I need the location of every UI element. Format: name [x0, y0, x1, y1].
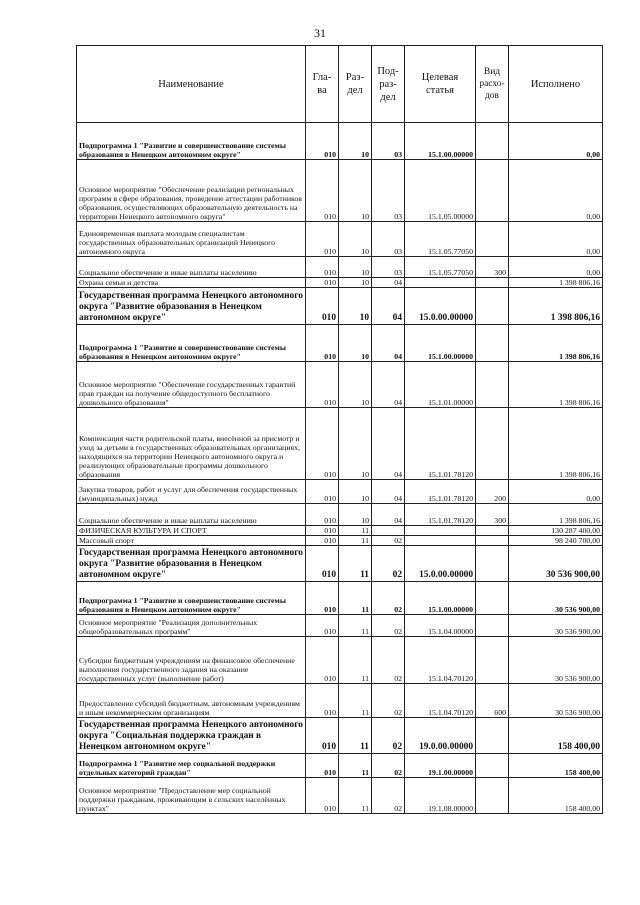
cell-amount: 158 400,00	[509, 754, 603, 778]
cell-statya: 15.1.04.70120	[405, 684, 476, 718]
table-row	[77, 362, 603, 408]
table-row	[77, 123, 603, 160]
table-row	[77, 536, 603, 546]
cell-vid	[476, 325, 509, 362]
cell-statya: 15.1.01.78120	[405, 504, 476, 526]
cell-glava: 010	[306, 536, 339, 546]
header-name: Наименование	[77, 46, 306, 123]
cell-statya: 19.1.08.00000	[405, 778, 476, 814]
table-row	[77, 684, 603, 718]
table-row	[77, 408, 603, 480]
cell-name: Компенсация части родительской платы, внесённой за присмотр и уход за детьми в государственных образовательных организациях, находящихся на территории Ненецкого автономного округа и реализующих образовательные программы дошкольного образования	[77, 408, 306, 480]
cell-amount: 0,00	[509, 160, 603, 222]
cell-podrazdel: 03	[372, 257, 405, 278]
cell-statya: 15.1.00.00000	[405, 325, 476, 362]
cell-glava: 010	[306, 778, 339, 814]
header-podrazdel: Под- раз- дел	[372, 46, 405, 123]
cell-podrazdel: 02	[372, 615, 405, 637]
cell-razdel: 10	[339, 504, 372, 526]
cell-amount: 0,00	[509, 480, 603, 504]
cell-razdel: 11	[339, 718, 372, 754]
table-row	[77, 222, 603, 257]
cell-glava: 010	[306, 222, 339, 257]
cell-amount: 1 398 806,16	[509, 504, 603, 526]
cell-razdel: 11	[339, 637, 372, 684]
cell-glava: 010	[306, 123, 339, 160]
table-row	[77, 504, 603, 526]
table-row	[77, 615, 603, 637]
cell-razdel: 10	[339, 288, 372, 325]
cell-glava: 010	[306, 615, 339, 637]
cell-name: Субсидии бюджетным учреждениям на финансовое обеспечение выполнения государственного задания на оказание государственных услуг (выполнение работ)	[77, 637, 306, 684]
cell-amount: 1 398 806,16	[509, 278, 603, 288]
cell-amount: 1 398 806,16	[509, 362, 603, 408]
cell-podrazdel: 04	[372, 288, 405, 325]
table-row	[77, 160, 603, 222]
cell-vid: 600	[476, 684, 509, 718]
table-row	[77, 257, 603, 278]
cell-vid	[476, 408, 509, 480]
cell-statya: 15.1.05.00000	[405, 160, 476, 222]
cell-vid	[476, 637, 509, 684]
cell-statya: 15.0.00.00000	[405, 546, 476, 582]
cell-statya: 15.1.00.00000	[405, 123, 476, 160]
cell-name: Подпрограмма 1 "Развитие и совершенствование системы образования в Ненецком автономном округе"	[77, 582, 306, 615]
cell-vid	[476, 362, 509, 408]
cell-amount: 1 398 806,16	[509, 325, 603, 362]
table-row	[77, 288, 603, 325]
table-row	[77, 637, 603, 684]
cell-glava: 010	[306, 526, 339, 536]
cell-podrazdel: 04	[372, 504, 405, 526]
cell-podrazdel: 03	[372, 222, 405, 257]
cell-amount: 158 400,00	[509, 778, 603, 814]
cell-amount: 98 240 700,00	[509, 536, 603, 546]
cell-glava: 010	[306, 504, 339, 526]
cell-amount: 30 536 900,00	[509, 546, 603, 582]
cell-vid: 300	[476, 504, 509, 526]
cell-statya: 15.0.00.00000	[405, 288, 476, 325]
header-statya: Целевая статья	[405, 46, 476, 123]
expenditure-table	[76, 45, 603, 814]
table-row	[77, 718, 603, 754]
cell-statya: 15.1.00.00000	[405, 582, 476, 615]
cell-glava: 010	[306, 408, 339, 480]
cell-amount: 130 287 400,00	[509, 526, 603, 536]
cell-statya: 15.1.01.78120	[405, 408, 476, 480]
table-row	[77, 480, 603, 504]
cell-vid: 200	[476, 480, 509, 504]
cell-razdel: 11	[339, 615, 372, 637]
cell-podrazdel: 02	[372, 684, 405, 718]
cell-razdel: 10	[339, 123, 372, 160]
table-body	[77, 123, 603, 814]
cell-vid	[476, 582, 509, 615]
cell-razdel: 10	[339, 408, 372, 480]
cell-glava: 010	[306, 362, 339, 408]
cell-vid: 300	[476, 257, 509, 278]
table-row	[77, 754, 603, 778]
cell-name: Государственная программа Ненецкого автономного округа "Развитие образования в Ненецком автономном округе"	[77, 288, 306, 325]
table-row	[77, 278, 603, 288]
page-number: 31	[314, 26, 326, 40]
cell-name: Основное мероприятие "Предоставление мер социальной поддержки гражданам, проживающим в сельских населённых пунктах"	[77, 778, 306, 814]
cell-amount: 0,00	[509, 222, 603, 257]
cell-glava: 010	[306, 325, 339, 362]
cell-glava: 010	[306, 718, 339, 754]
table-row	[77, 526, 603, 536]
cell-vid	[476, 526, 509, 536]
cell-vid	[476, 278, 509, 288]
cell-amount: 158 400,00	[509, 718, 603, 754]
cell-podrazdel: 02	[372, 778, 405, 814]
cell-statya: 15.1.05.77050	[405, 222, 476, 257]
cell-podrazdel: 02	[372, 718, 405, 754]
cell-name: Подпрограмма 1 "Развитие и совершенствование системы образования в Ненецком автономном округе"	[77, 123, 306, 160]
cell-name: Массовый спорт	[77, 536, 306, 546]
cell-statya	[405, 536, 476, 546]
cell-name: Подпрограмма 1 "Развитие и совершенствование системы образования в Ненецком автономном округе"	[77, 325, 306, 362]
table-header-row	[77, 46, 603, 123]
cell-podrazdel: 03	[372, 123, 405, 160]
cell-razdel: 11	[339, 526, 372, 536]
cell-razdel: 10	[339, 480, 372, 504]
cell-amount: 30 536 900,00	[509, 615, 603, 637]
cell-podrazdel	[372, 526, 405, 536]
cell-razdel: 11	[339, 582, 372, 615]
cell-amount: 30 536 900,00	[509, 582, 603, 615]
cell-glava: 010	[306, 637, 339, 684]
cell-podrazdel: 03	[372, 160, 405, 222]
cell-razdel: 10	[339, 362, 372, 408]
cell-vid	[476, 160, 509, 222]
cell-statya: 15.1.04.70120	[405, 637, 476, 684]
cell-razdel: 11	[339, 536, 372, 546]
cell-glava: 010	[306, 278, 339, 288]
cell-razdel: 10	[339, 222, 372, 257]
cell-glava: 010	[306, 546, 339, 582]
cell-name: Основное мероприятие "Обеспечение реализации региональных программ в сфере образования, проведение аттестации работников образования, осуществляющих образовательную деятельность на территории Ненецкого автономного округа"	[77, 160, 306, 222]
cell-amount: 30 536 900,00	[509, 684, 603, 718]
cell-statya: 15.1.04.00000	[405, 615, 476, 637]
table-row	[77, 325, 603, 362]
cell-glava: 010	[306, 257, 339, 278]
cell-name: Закупка товаров, работ и услуг для обеспечения государственных (муниципальных) нужд	[77, 480, 306, 504]
cell-podrazdel: 04	[372, 362, 405, 408]
cell-razdel: 10	[339, 160, 372, 222]
cell-statya: 15.1.01.78120	[405, 480, 476, 504]
cell-razdel: 11	[339, 546, 372, 582]
table-row	[77, 546, 603, 582]
cell-amount: 0,00	[509, 257, 603, 278]
cell-amount: 1 398 806,16	[509, 408, 603, 480]
cell-statya	[405, 526, 476, 536]
cell-name: Предоставление субсидий бюджетным, автономным учреждениям и иным некоммерческим организациям	[77, 684, 306, 718]
cell-glava: 010	[306, 480, 339, 504]
cell-podrazdel: 02	[372, 637, 405, 684]
cell-name: Единовременная выплата молодым специалистам государственных образовательных организаций Ненецкого автономного округа	[77, 222, 306, 257]
cell-statya: 19.0.00.00000	[405, 718, 476, 754]
cell-razdel: 11	[339, 684, 372, 718]
cell-name: Социальное обеспечение и иные выплаты населению	[77, 257, 306, 278]
header-ispolneno: Исполнено	[509, 46, 603, 123]
cell-podrazdel: 02	[372, 582, 405, 615]
cell-name: Социальное обеспечение и иные выплаты населению	[77, 504, 306, 526]
cell-vid	[476, 778, 509, 814]
cell-glava: 010	[306, 160, 339, 222]
cell-statya: 15.1.01.00000	[405, 362, 476, 408]
cell-name: Основное мероприятие "Обеспечение государственных гарантий прав граждан на получение общедоступного бесплатного дошкольного образования"	[77, 362, 306, 408]
cell-vid	[476, 615, 509, 637]
cell-vid	[476, 718, 509, 754]
cell-glava: 010	[306, 288, 339, 325]
cell-name: Охрана семьи и детства	[77, 278, 306, 288]
cell-razdel: 10	[339, 257, 372, 278]
cell-razdel: 10	[339, 325, 372, 362]
cell-statya: 15.1.05.77050	[405, 257, 476, 278]
cell-vid	[476, 222, 509, 257]
cell-vid	[476, 536, 509, 546]
cell-amount: 0,00	[509, 123, 603, 160]
cell-vid	[476, 754, 509, 778]
cell-podrazdel: 02	[372, 754, 405, 778]
cell-amount: 30 536 900,00	[509, 637, 603, 684]
cell-vid	[476, 288, 509, 325]
cell-statya: 19.1.00.00000	[405, 754, 476, 778]
cell-vid	[476, 546, 509, 582]
cell-name: Основное мероприятие "Реализация дополнительных общеобразовательных программ"	[77, 615, 306, 637]
cell-name: Государственная программа Ненецкого автономного округа "Развитие образования в Ненецком автономном округе"	[77, 546, 306, 582]
table-row	[77, 778, 603, 814]
cell-statya	[405, 278, 476, 288]
cell-razdel: 10	[339, 278, 372, 288]
table-row	[77, 582, 603, 615]
cell-vid	[476, 123, 509, 160]
cell-podrazdel: 04	[372, 325, 405, 362]
cell-podrazdel: 04	[372, 408, 405, 480]
cell-podrazdel: 02	[372, 536, 405, 546]
cell-glava: 010	[306, 754, 339, 778]
cell-podrazdel: 04	[372, 278, 405, 288]
cell-razdel: 11	[339, 754, 372, 778]
cell-name: ФИЗИЧЕСКАЯ КУЛЬТУРА И СПОРТ	[77, 526, 306, 536]
cell-glava: 010	[306, 582, 339, 615]
cell-razdel: 11	[339, 778, 372, 814]
cell-amount: 1 398 806,16	[509, 288, 603, 325]
cell-glava: 010	[306, 684, 339, 718]
cell-name: Подпрограмма 1 "Развитие мер социальной поддержки отдельных категорий граждан"	[77, 754, 306, 778]
header-razdel: Раз- дел	[339, 46, 372, 123]
header-vid: Вид расхо- дов	[476, 46, 509, 123]
cell-podrazdel: 04	[372, 480, 405, 504]
header-glava: Гла- ва	[306, 46, 339, 123]
cell-podrazdel: 02	[372, 546, 405, 582]
cell-name: Государственная программа Ненецкого автономного округа "Социальная поддержка граждан в Ненецком автономном округе"	[77, 718, 306, 754]
